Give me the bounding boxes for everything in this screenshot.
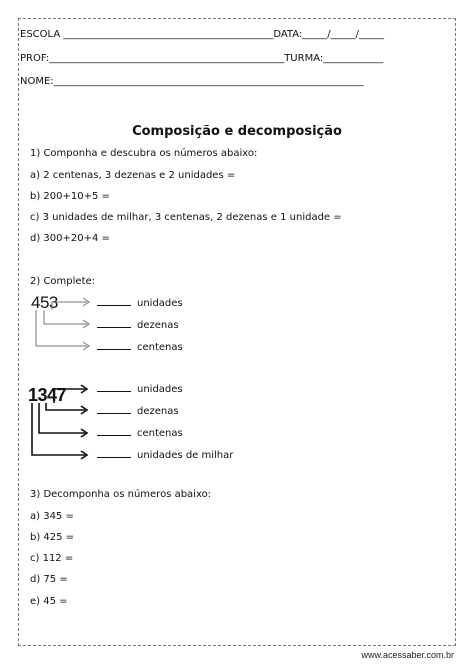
teacher-class-line: PROF:_______________________________________________TURMA:____________ [20,53,384,64]
q1-item-c: c) 3 unidades de milhar, 3 centenas, 2 dezenas e 1 unidade = [30,212,342,223]
q1-item-a: a) 2 centenas, 3 dezenas e 2 unidades = [30,170,236,181]
label-centenas: centenas [137,428,183,439]
page-title: Composição e decomposição [132,124,342,139]
q3-item-c: c) 112 = [30,553,74,564]
q3-prompt: 3) Decomponha os números abaixo: [30,489,212,500]
answer-blank[interactable] [97,382,131,392]
q3-item-b: b) 425 = [30,532,75,543]
label-centenas: centenas [137,342,183,353]
footer-url: www.acessaber.com.br [361,650,454,660]
q1-item-b: b) 200+10+5 = [30,191,110,202]
tens-row-1347 [97,404,179,418]
q1-prompt: 1) Componha e descubra os números abaixo: [30,148,258,159]
number-453: 453 [31,293,58,312]
answer-blank[interactable] [97,340,131,350]
hundreds-row-1347 [97,426,183,440]
label-unidades: unidades [137,298,183,309]
label-unidades-de-milhar: unidades de milhar [137,450,234,461]
name-line: NOME:______________________________________________________________ [20,76,364,87]
q1-item-d: d) 300+20+4 = [30,233,110,244]
label-dezenas: dezenas [137,406,179,417]
answer-blank[interactable] [97,296,131,306]
label-dezenas: dezenas [137,320,179,331]
answer-blank[interactable] [97,448,131,458]
tens-row-453 [97,318,179,332]
hundreds-row-453 [97,340,183,354]
q3-item-a: a) 345 = [30,511,74,522]
number-1347: 1347 [28,385,67,405]
answer-blank[interactable] [97,426,131,436]
answer-blank[interactable] [97,404,131,414]
school-date-line: ESCOLA __________________________________________DATA:_____/_____/_____ [20,29,385,40]
units-row-453 [97,296,183,310]
units-row-1347 [97,382,183,396]
answer-blank[interactable] [97,318,131,328]
q3-item-d: d) 75 = [30,574,68,585]
thousands-row-1347 [97,448,233,462]
q3-item-e: e) 45 = [30,596,68,607]
label-unidades: unidades [137,384,183,395]
q2-prompt: 2) Complete: [30,276,96,287]
